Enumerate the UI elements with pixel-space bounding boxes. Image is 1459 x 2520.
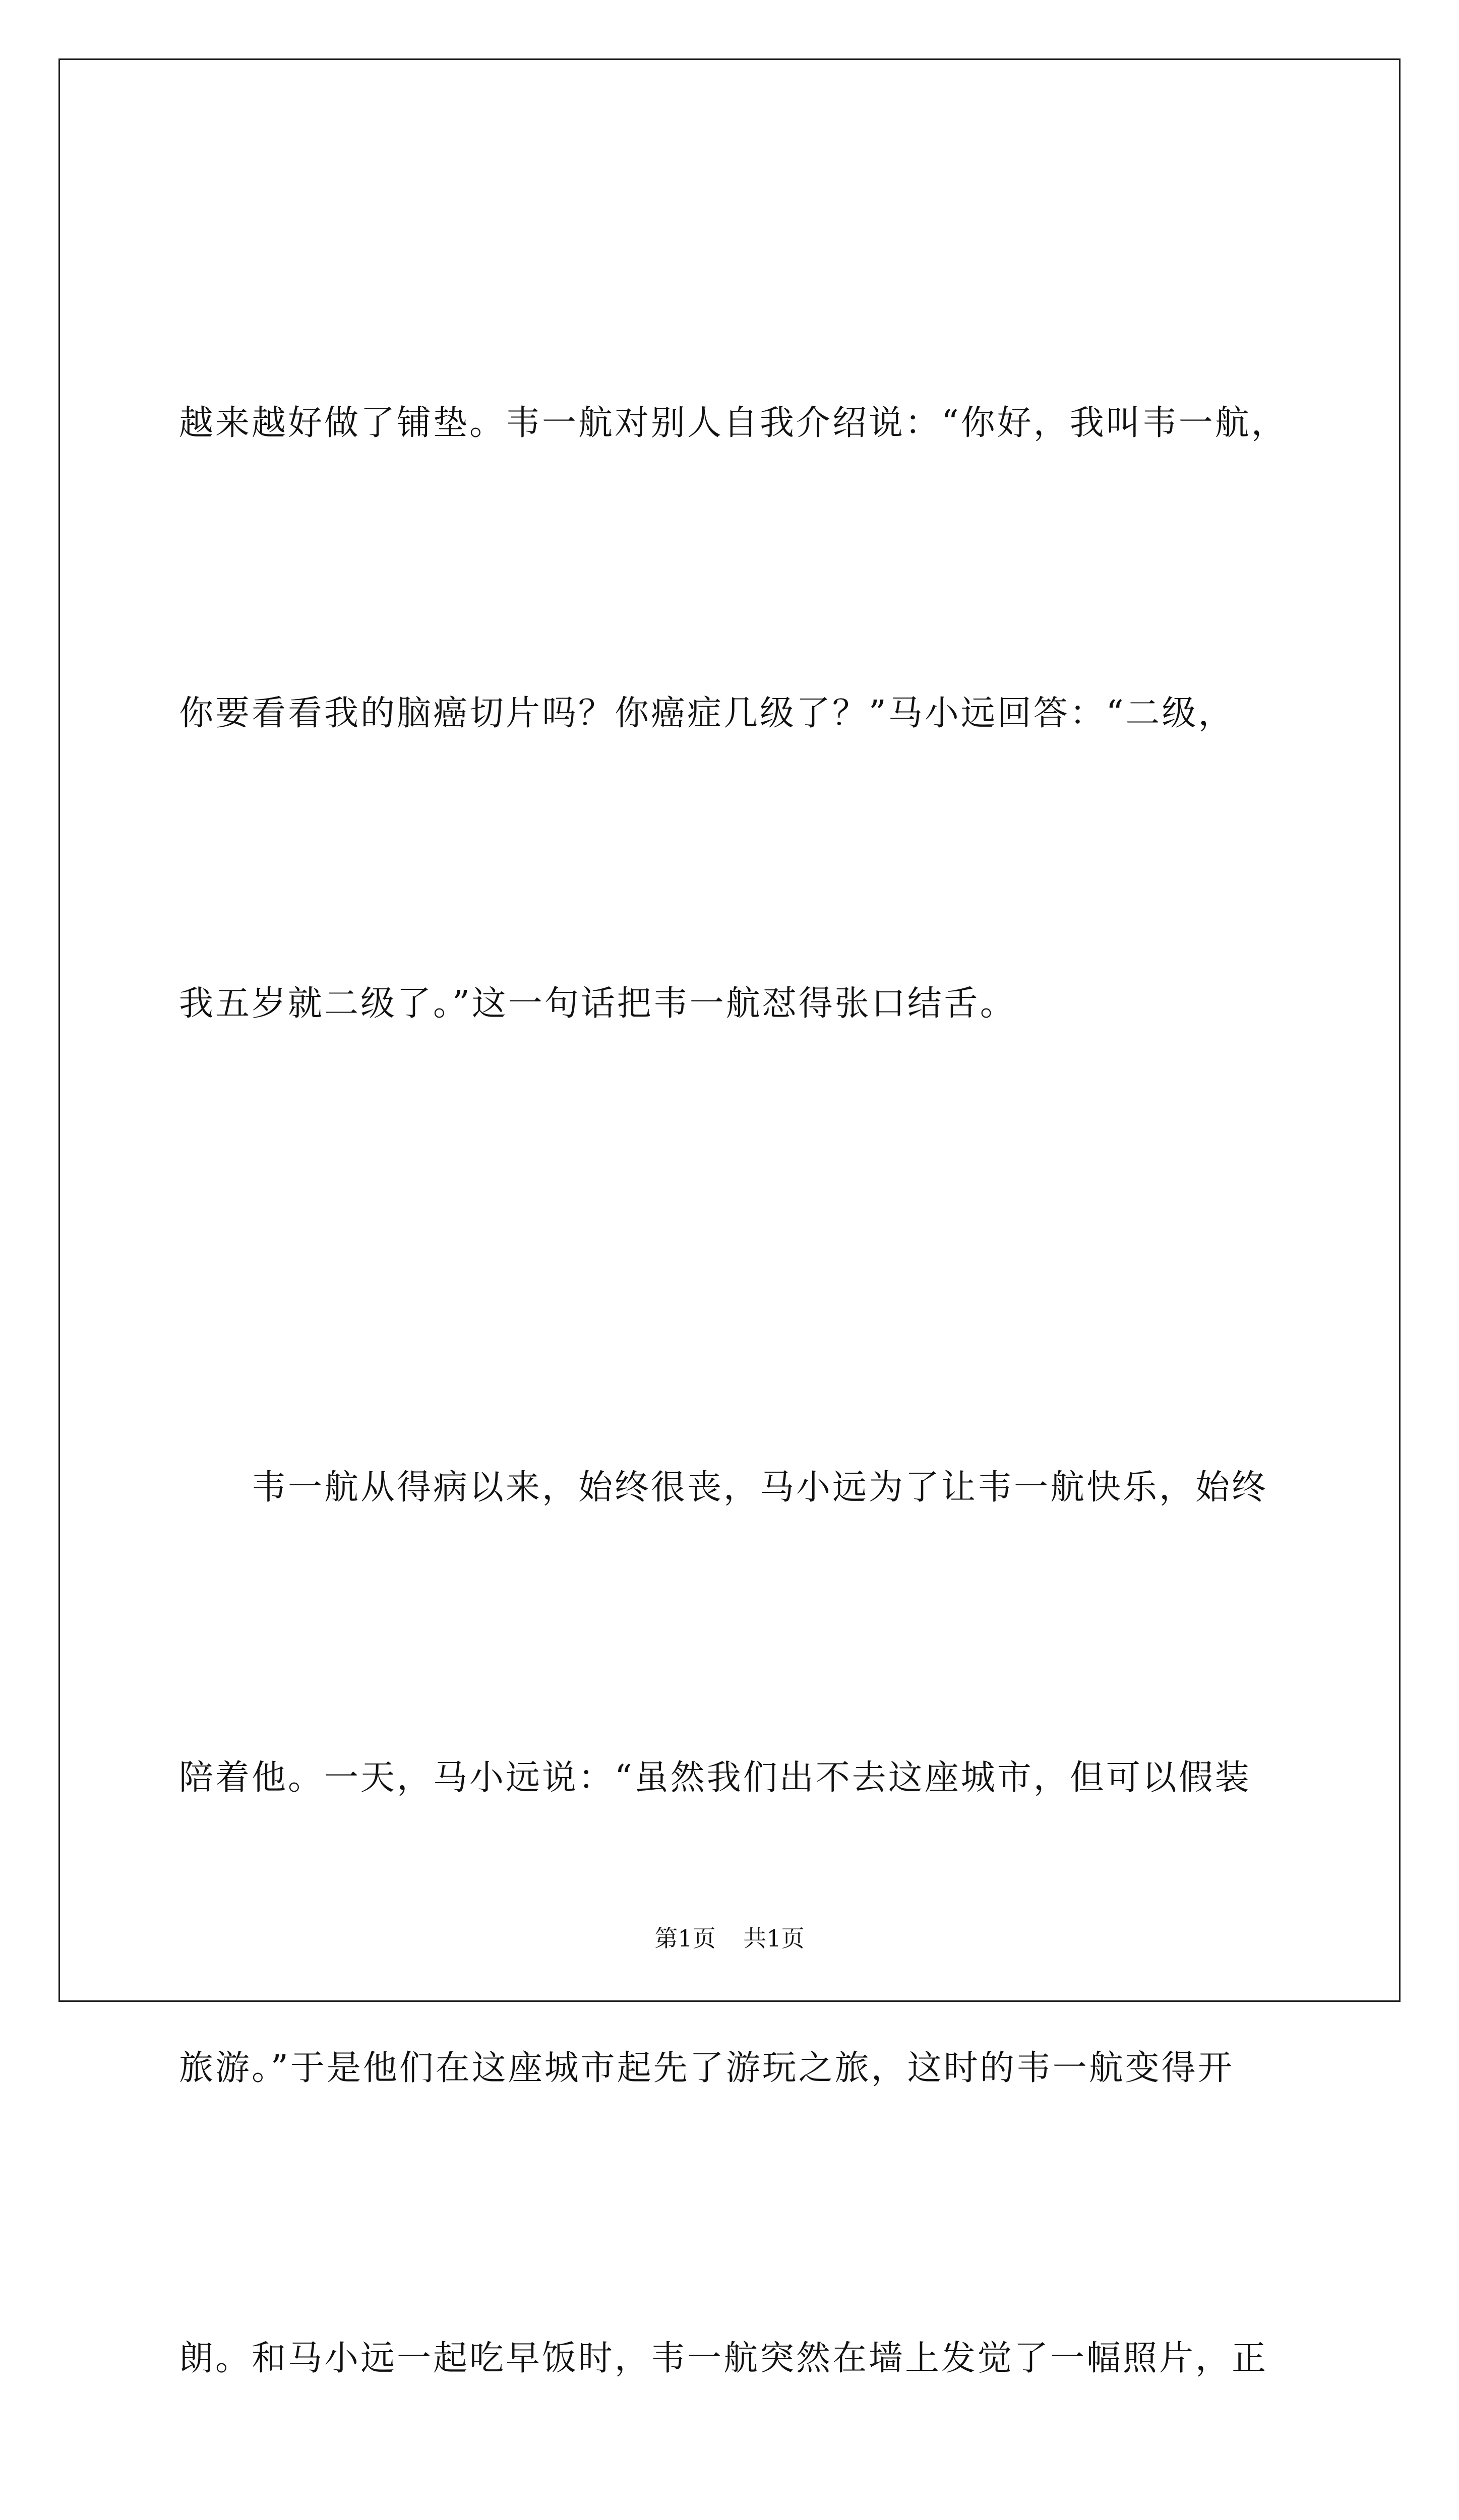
paragraph-2 xyxy=(179,1246,1288,2520)
text-line: 朗。和马小远一起吃早饭时，韦一航突然在墙上发觉了一幅照片，正 xyxy=(179,2339,1268,2378)
text-line: 旅游。”于是他们在这座城市起先了游玩之旅，这时的韦一航变得开 xyxy=(179,2048,1234,2088)
text-line: 越来越好做了铺垫。韦一航对别人自我介绍说：“你好，我叫韦一航， xyxy=(179,403,1288,443)
text-line: 韦一航从得病以来，始终很丧，马小远为了让韦一航快乐，始终 xyxy=(179,1468,1268,1507)
paragraph-1 xyxy=(179,181,1288,1246)
text-line: 我五岁就二级了。”这一句话把韦一航怼得张口结舌。 xyxy=(179,984,1016,1024)
text-line: 你要看看我的脑癌切片吗？你癌症几级了？”马小远回答：“二级， xyxy=(179,694,1235,733)
page-footer: 第1页 共1页 xyxy=(654,1925,805,1952)
document-body xyxy=(179,181,1288,2520)
text-line: 陪着他。一天，马小远说：“虽然我们出不去这座城市，但可以假装 xyxy=(179,1758,1251,1798)
